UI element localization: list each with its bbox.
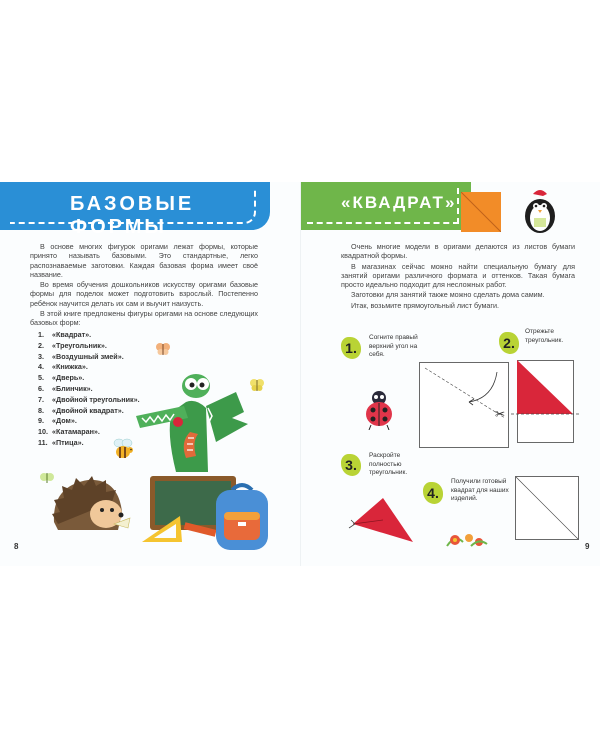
list-number: 8.	[38, 405, 44, 415]
list-label: «Двойной квадрат».	[52, 405, 124, 415]
step-number-badge: 1.	[341, 337, 361, 359]
paragraph: Заготовки для занятий также можно сделать дома самим.	[351, 290, 545, 300]
list-item	[38, 395, 140, 406]
list-label: «Двойной треугольник».	[52, 394, 140, 404]
list-number: 10.	[38, 427, 48, 437]
list-number: 7.	[38, 394, 44, 404]
page-number: 9	[585, 542, 590, 551]
hedgehog-illustration	[48, 472, 134, 536]
list-item	[38, 341, 140, 352]
step4-square-diagram	[515, 476, 579, 540]
left-page	[0, 182, 300, 566]
list-number: 2.	[38, 340, 44, 350]
orange-square-icon	[461, 192, 501, 232]
page-number: 8	[14, 542, 19, 551]
paragraph: В этой книге предложены фигуры оригами на основе следующих базовых форм:	[30, 309, 258, 328]
flowers-decoration-icon	[443, 528, 489, 550]
ruler-pencil-illustration	[140, 512, 220, 546]
list-item	[38, 352, 140, 363]
paragraph: В магазинах сейчас можно найти специальную бумагу для занятий оригами различного формата и оттенков. Такая бумага просто идеально подходит для несложных работ.	[341, 261, 575, 290]
list-item	[38, 384, 140, 395]
right-page	[300, 182, 600, 566]
right-header-banner	[301, 182, 471, 230]
step-number-badge: 4.	[423, 482, 443, 504]
list-number: 1.	[38, 330, 44, 339]
list-number: 11.	[38, 437, 48, 447]
ladybug-illustration	[361, 390, 397, 430]
right-header-title: «КВАДРАТ»	[341, 193, 457, 212]
paragraph: В основе многих фигурок оригами лежат формы, которые принято называть базовыми. Это стандартные, легко распознаваемые заготовки. Каждая базовая форма имеет своё название.	[30, 242, 258, 279]
list-item	[38, 373, 140, 384]
butterfly-icon	[156, 342, 170, 356]
paragraph: Во время обучения дошкольников искусству оригами базовые формы для поделок может подготовить взрослый. Постепенно ребёнок научится делать их сам и выучит наизусть.	[30, 280, 258, 308]
list-label: «Воздушный змей».	[52, 351, 124, 361]
crocodile-illustration	[136, 372, 252, 476]
paragraph: Итак, возьмите прямоугольный лист бумаги.	[351, 300, 500, 310]
step-number-badge: 2.	[499, 332, 519, 354]
list-item	[38, 330, 140, 341]
step-instruction: Согните правый верхний угол на себя.	[369, 334, 418, 358]
list-item	[38, 416, 140, 427]
step-instruction: Отрежьте треугольник.	[525, 328, 564, 344]
penguin-illustration	[523, 188, 557, 234]
step-instruction: Раскройте полностью треугольник.	[369, 452, 408, 476]
list-label: «Книжка».	[52, 362, 88, 372]
list-label: «Птица».	[52, 437, 84, 447]
list-label: «Треугольник».	[52, 340, 107, 350]
left-header-banner	[0, 182, 270, 238]
list-number: 5.	[38, 373, 44, 383]
left-intro-text	[30, 242, 258, 329]
list-number: 9.	[38, 416, 44, 426]
list-item	[38, 406, 140, 417]
list-label: «Блинчик».	[52, 383, 93, 393]
book-spread	[0, 182, 600, 566]
step2-paper-diagram	[491, 356, 581, 446]
step-number-badge: 3.	[341, 454, 361, 476]
list-label: «Дверь».	[52, 373, 85, 383]
backpack-illustration	[212, 482, 272, 554]
list-label: «Квадрат».	[52, 330, 92, 339]
step3-triangle-diagram	[347, 494, 417, 544]
butterfly-icon	[250, 378, 264, 392]
left-header-title: БАЗОВЫЕ ФОРМЫ	[70, 193, 195, 238]
step-instruction: Получили готовый квадрат для наших изделий.	[451, 478, 509, 502]
list-item	[38, 362, 140, 373]
list-number: 6.	[38, 383, 44, 393]
bee-icon	[110, 437, 136, 463]
list-number: 4.	[38, 362, 44, 372]
right-intro-text	[341, 242, 575, 311]
paragraph: Очень многие модели в оригами делаются из листов бумаги квадратной формы.	[341, 242, 575, 261]
list-label: «Катамаран».	[52, 427, 100, 437]
list-number: 3.	[38, 351, 44, 361]
svg-text:✂: ✂	[495, 407, 506, 421]
base-forms-list	[38, 330, 140, 449]
list-label: «Дом».	[52, 416, 77, 426]
